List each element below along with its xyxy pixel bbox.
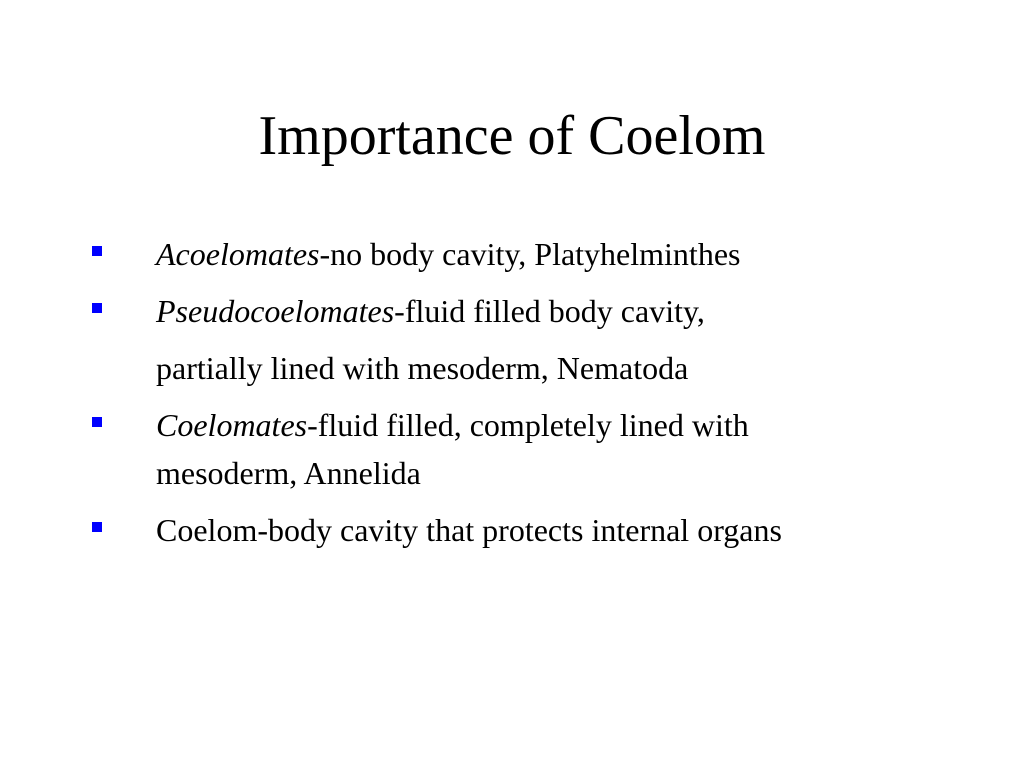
square-bullet-icon — [92, 522, 102, 532]
bullet-text: -fluid filled body cavity, — [394, 293, 705, 329]
square-bullet-icon — [92, 417, 102, 427]
square-bullet-icon — [92, 303, 102, 313]
slide-title: Importance of Coelom — [258, 105, 766, 167]
bullet-item-coelomates — [156, 405, 749, 445]
bullet-continuation: partially lined with mesoderm, Nematoda — [156, 350, 689, 386]
bullet-item-coelom — [156, 510, 782, 550]
bullet-item-pseudocoelomates — [156, 291, 705, 331]
bullet-item-acoelomates — [156, 234, 740, 274]
bullet-text: Coelom-body cavity that protects internal organs — [156, 512, 782, 548]
bullet-continuation: mesoderm, Annelida — [156, 455, 421, 491]
bullet-term: Acoelomates — [156, 236, 320, 272]
square-bullet-icon — [92, 246, 102, 256]
bullet-text: -fluid filled, completely lined with — [307, 407, 749, 443]
bullet-term: Pseudocoelomates — [156, 293, 395, 329]
bullet-text: -no body cavity, Platyhelminthes — [319, 236, 741, 272]
bullet-term: Coelomates — [156, 407, 308, 443]
